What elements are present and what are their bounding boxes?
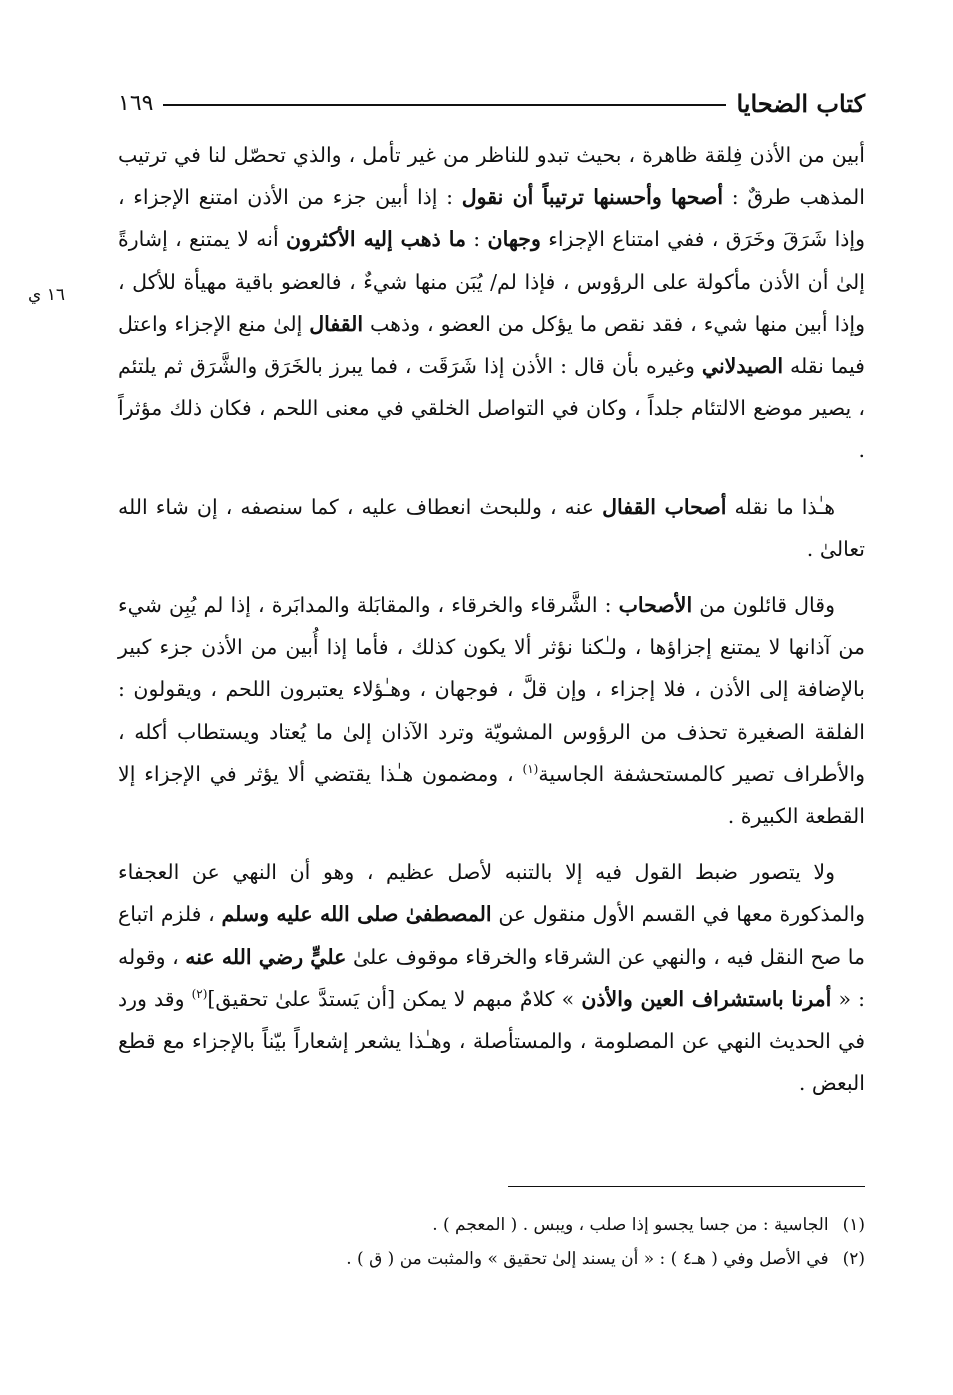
book-title: كتاب الضحايا bbox=[736, 88, 865, 118]
paragraph-3 bbox=[118, 584, 865, 837]
text-run: وقال قائلون من bbox=[692, 593, 835, 618]
footnote-separator bbox=[508, 1186, 865, 1187]
bold-run: أصحاب القفال bbox=[602, 494, 727, 519]
paragraph-2 bbox=[118, 486, 865, 570]
text-run: : bbox=[465, 227, 488, 252]
paragraph-1 bbox=[118, 134, 865, 472]
footnote-text: الجاسية : من جسا يجسو إذا صلب ، ويبس . ( المعجم ) . bbox=[432, 1215, 829, 1235]
bold-run: الأصحاب bbox=[618, 593, 693, 618]
footnote-text: في الأصل وفي ( هـ٤ ) : « أن يسند إلىٰ تحقيق » والمثبت من ( ق ) . bbox=[346, 1249, 829, 1269]
text-run: أبين من الأذن فِلقة ظاهرة ، بحيث تبدو للناظر من غير تأمل ، والذي تحصّل لنا في ترتيب المذهب طرقٌ : bbox=[118, 143, 866, 210]
paragraph-4 bbox=[118, 851, 865, 1104]
footnote-2 bbox=[118, 1242, 865, 1276]
footnote-ref-2[interactable]: (٢) bbox=[191, 987, 208, 1002]
bold-run: القفال bbox=[309, 311, 364, 336]
text-run: : الشَّرقاء والخرقاء ، والمقابَلة والمدابَرة ، إذا لم يُبِن شيء من آذانها لا يمتنع إجزاؤها ، ولـٰكنا نؤثر ألا يكون كذلك ، فأما إذا أُبين من الأذن جزء كبير بالإضافة إلى الأذن ، فلا إجزاء ، وإن قلَّ ، فوجهان ، وهـٰؤلاء يعتبرون اللحم ، ويقولون : الفلقة الصغيرة تحذف من الرؤوس المشويّة وترد الآذان إلىٰ ما يُعتاد ويستطاب أكله ، والأطراف تصير كالمستحشفة الجاسية bbox=[118, 593, 865, 786]
footnotes bbox=[118, 1208, 865, 1276]
bold-run: ما ذهب إليه الأكثرون bbox=[286, 227, 466, 252]
text-run: هـٰذا ما نقله bbox=[726, 494, 836, 519]
text-run: أنه لا يمتنع ، إشارةً إلىٰ أن الأذن مأكولة على الرؤوس ، فإذا لم/ يُبَن منها شيءٌ ، فالعضو باقية مهيأة للأكل ، وإذا أبين منها شيء ، فقد نقص ما يؤكل من العضو ، وذهب bbox=[118, 227, 865, 336]
margin-note: ١٦ ي bbox=[28, 285, 65, 305]
text-run: إلىٰ منع الإجزاء واعتل فيما نقله bbox=[118, 311, 865, 379]
text-run: ، فلزم اتباع ما صح النقل فيه ، والنهي عن الشرقاء والخرقاء موقوف علىٰ bbox=[118, 902, 865, 969]
footnote-ref-1[interactable]: (١) bbox=[522, 762, 539, 777]
main-text bbox=[118, 134, 865, 1104]
bold-run: أصحها وأحسنها ترتيباً أن نقول bbox=[461, 185, 724, 210]
text-run: ، وقوله : « bbox=[118, 944, 865, 1011]
header-rule bbox=[163, 104, 726, 106]
text-run: وقد ورد في الحديث النهي عن المصلومة ، والمستأصلة ، وهـٰذا يشعر إشعاراً بيّناً بالإجزاء مع قطع البعض . bbox=[118, 986, 865, 1096]
bold-run: عليٍّ رضي الله عنه bbox=[185, 944, 347, 969]
text-run: وغيره بأن قال : الأذن إذا شَرَقَت ، فما يبرز بالخَرَق والشَّرَق ثم يلتئم ، يصير موضع الالتئام جلداً ، وكان في التواصل الخلقي في معنى اللحم ، فكان ذلك مؤثراً . bbox=[118, 354, 865, 463]
bold-run: أمرنا باستشراف العين والأذن bbox=[581, 986, 832, 1011]
bold-run: وجهان bbox=[487, 227, 541, 252]
text-run: ، ومضمون هـٰذا يقتضي ألا يؤثر في الإجزاء إلا القطعة الكبيرة . bbox=[118, 761, 865, 829]
text-run: عنه ، وللبحث انعطاف عليه ، كما سنصفه ، إن شاء الله تعالىٰ . bbox=[118, 494, 865, 561]
footnote-1 bbox=[118, 1208, 865, 1242]
text-run: : إذا أبين جزء من الأذن امتنع الإجزاء ، وإذا شَرَقَ وخَرَق ، ففي امتناع الإجزاء bbox=[118, 185, 865, 252]
page-number: ١٦٩ bbox=[118, 90, 154, 116]
footnote-number: (٢) bbox=[842, 1249, 865, 1269]
bold-run: المصطفىٰ صلى الله عليه وسلم bbox=[221, 902, 492, 927]
text-run: ولا يتصور ضبط القول فيه إلا بالتنبه لأصل عظيم ، وهو أن النهي عن العجفاء والمذكورة معها في القسم الأول منقول عن bbox=[118, 860, 865, 927]
page-header bbox=[118, 82, 865, 124]
footnote-number: (١) bbox=[842, 1215, 865, 1235]
bold-run: الصيدلاني bbox=[701, 354, 784, 379]
text-run: » كلامٌ مبهم لا يمكن [أن يَستدَّ علىٰ تحقيق] bbox=[207, 986, 582, 1011]
